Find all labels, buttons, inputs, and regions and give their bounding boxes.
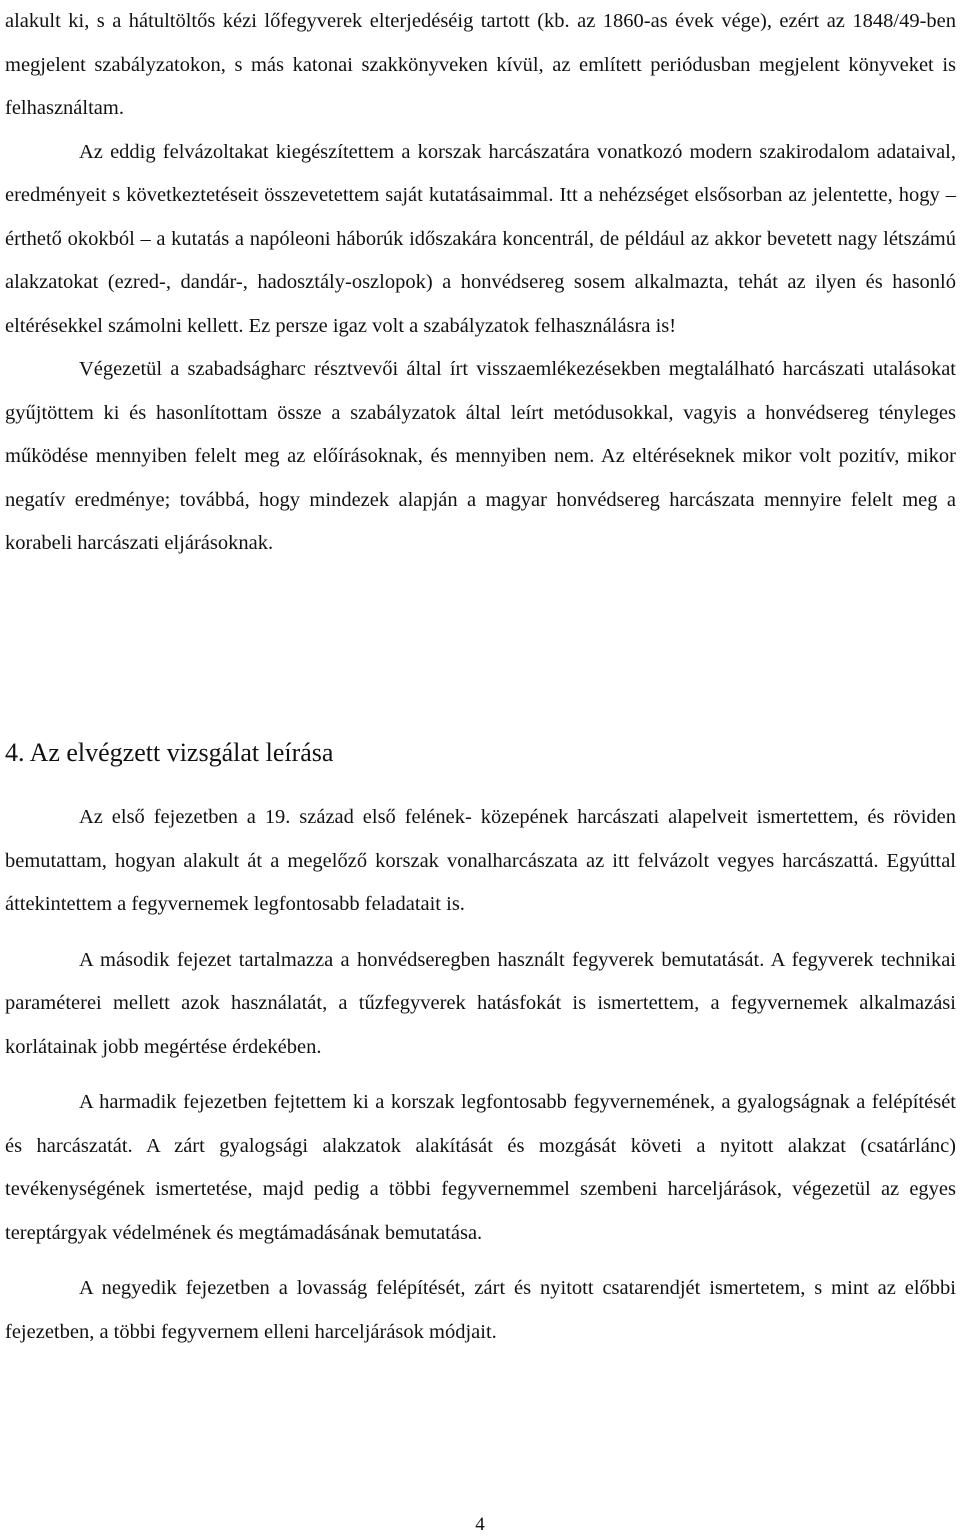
paragraph: Az eddig felvázoltakat kiegészítettem a korszak harcászatára vonatkozó modern szakirodalom adataival, eredményeit s következtetéseit összevetettem saját kutatásaimmal. Itt a nehézséget elsősorban az jelentette, hogy – érthető okokból – a kutatás a napóleoni háborúk időszakára koncentrál, de például az akkor bevetett nagy létszámú alakzatokat (ezred-, dandár-, hadosztály-oszlopok) a honvédsereg sosem alkalmazta, tehát az ilyen és hasonló eltérésekkel számolni kellett. Ez persze igaz volt a szabályzatok felhasználásra is! — [5, 140, 956, 337]
paragraph: A második fejezet tartalmazza a honvédseregben használt fegyverek bemutatását. A fegyverek technikai paraméterei mellett azok használatát, a tűzfegyverek hatásfokát is ismertettem, a fegyvernemek alkalmazási korlátainak jobb megértése érdekében. — [5, 948, 956, 1058]
page-number: 4 — [475, 1514, 485, 1535]
paragraph: Az első fejezetben a 19. század első felének- közepének harcászati alapelveit ismertettem, és röviden bemutattam, hogyan alakult át a megelőző korszak vonalharcászata az itt felvázolt vegyes harcászattá. Egyúttal áttekintettem a fegyvernemek legfontosabb feladatait is. — [5, 806, 956, 915]
intro-text-block — [5, 0, 956, 566]
section-heading: 4. Az elvégzett vizsgálat leírása — [5, 738, 334, 767]
section-text-block — [5, 796, 956, 1354]
paragraph: A negyedik fejezetben a lovasság felépítését, zárt és nyitott csatarendjét ismertetem, s mint az előbbi fejezetben, a többi fegyvernem elleni harceljárások módjait. — [5, 1277, 956, 1343]
paragraph: alakult ki, s a hátultöltős kézi lőfegyverek elterjedéséig tartott (kb. az 1860-as évek vége), ezért az 1848/49-ben megjelent szabályzatokon, s más katonai szakkönyveken kívül, az említett periódusban megjelent könyveket is felhasználtam. — [5, 10, 956, 119]
paragraph: A harmadik fejezetben fejtettem ki a korszak legfontosabb fegyvernemének, a gyalogságnak a felépítését és harcászatát. A zárt gyalogsági alakzatok alakítását és mozgását követi a nyitott alakzat (csatárlánc) tevékenységének ismertetése, majd pedig a többi fegyvernemmel szembeni harceljárások, végezetül az egyes tereptárgyak védelmének és megtámadásának bemutatása. — [5, 1091, 956, 1244]
paragraph: Végezetül a szabadságharc résztvevői által írt visszaemlékezésekben megtalálható harcászati utalásokat gyűjtöttem ki és hasonlítottam össze a szabályzatok által leírt metódusokkal, vagyis a honvédsereg tényleges működése mennyiben felelt meg az előírásoknak, és mennyiben nem. Az eltéréseknek mikor volt pozitív, mikor negatív eredménye; továbbá, hogy mindezek alapján a magyar honvédsereg harcászata mennyire felelt meg a korabeli harcászati eljárásoknak. — [5, 358, 956, 554]
